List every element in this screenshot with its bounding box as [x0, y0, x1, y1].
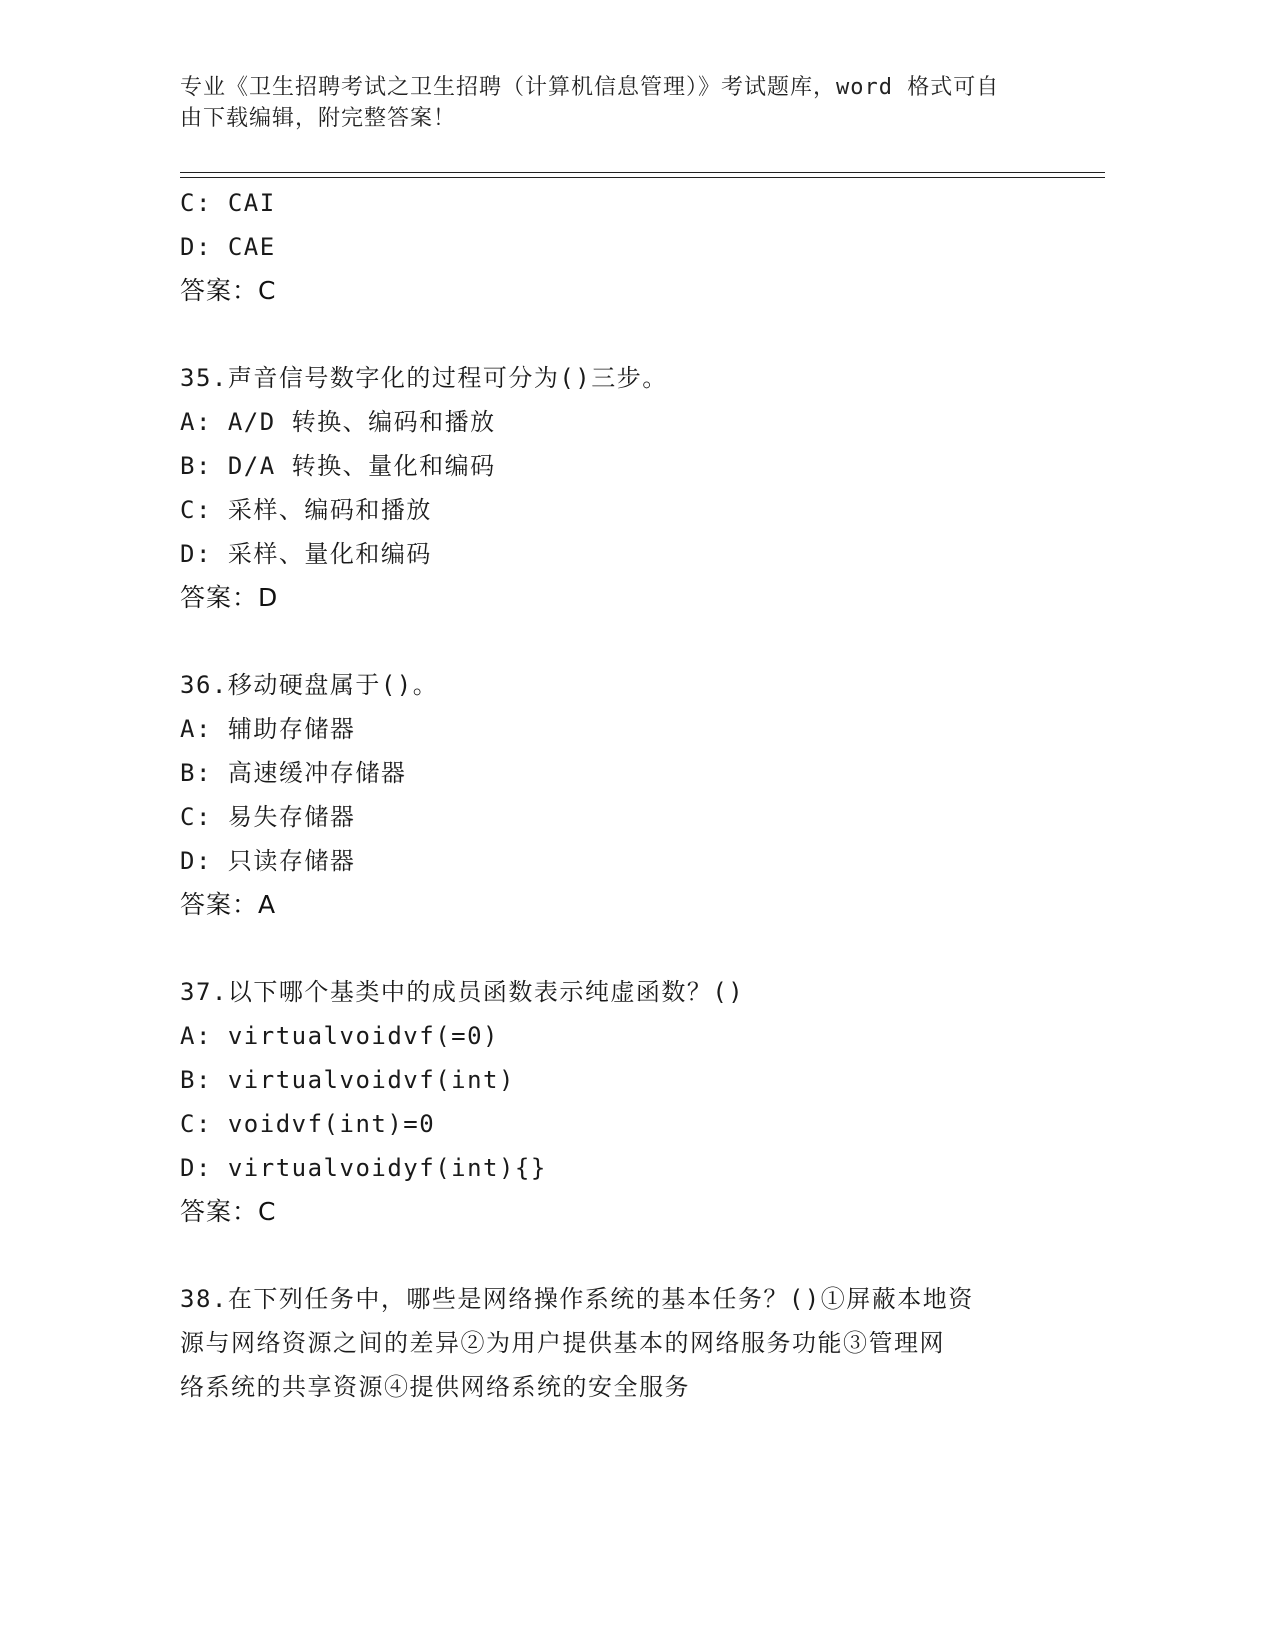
intro-line-2: 由下载编辑，附完整答案！ — [180, 106, 457, 131]
option-b: B: virtualvoidvf(int) — [180, 1066, 515, 1094]
option-a: A: virtualvoidvf(=0) — [180, 1022, 499, 1050]
answer: 答案：D — [180, 583, 279, 612]
question-text: 36.移动硬盘属于()。 — [180, 671, 439, 699]
intro-line-1: 专业《卫生招聘考试之卫生招聘（计算机信息管理）》考试题库，word 格式可自 — [180, 75, 1000, 100]
option-a: A: 辅助存储器 — [180, 715, 356, 743]
option-a: A: A/D 转换、编码和播放 — [180, 408, 496, 436]
option-c: C: voidvf(int)=0 — [180, 1110, 436, 1138]
spacer — [180, 313, 1060, 356]
answer: 答案：A — [180, 890, 277, 919]
option-b: B: D/A 转换、量化和编码 — [180, 452, 496, 480]
header-divider-bottom — [180, 177, 1105, 178]
question-36 — [180, 663, 1060, 927]
option-d: D: virtualvoidyf(int){} — [180, 1154, 547, 1182]
answer: 答案：C — [180, 276, 277, 305]
spacer — [180, 927, 1060, 970]
spacer — [180, 1234, 1060, 1277]
question-text: 35.声音信号数字化的过程可分为()三步。 — [180, 364, 668, 392]
question-34-tail — [180, 181, 1060, 313]
document-intro — [180, 72, 1040, 134]
option-d: D: 采样、量化和编码 — [180, 540, 432, 568]
question-35 — [180, 356, 1060, 620]
question-37 — [180, 970, 1060, 1234]
option-d: D: CAE — [180, 233, 276, 261]
answer: 答案：C — [180, 1197, 277, 1226]
option-c: C: 采样、编码和播放 — [180, 496, 432, 524]
option-b: B: 高速缓冲存储器 — [180, 759, 407, 787]
question-text-line-1: 38.在下列任务中，哪些是网络操作系统的基本任务？()①屏蔽本地资 — [180, 1285, 974, 1313]
question-list — [180, 181, 1060, 1409]
option-c: C: 易失存储器 — [180, 803, 356, 831]
spacer — [180, 620, 1060, 663]
question-text-line-3: 络系统的共享资源④提供网络系统的安全服务 — [180, 1373, 690, 1401]
question-text-line-2: 源与网络资源之间的差异②为用户提供基本的网络服务功能③管理网 — [180, 1329, 945, 1357]
question-text: 37.以下哪个基类中的成员函数表示纯虚函数？() — [180, 978, 745, 1006]
question-38 — [180, 1277, 1060, 1409]
option-c: C: CAI — [180, 189, 276, 217]
header-divider-top — [180, 172, 1105, 173]
option-d: D: 只读存储器 — [180, 847, 356, 875]
